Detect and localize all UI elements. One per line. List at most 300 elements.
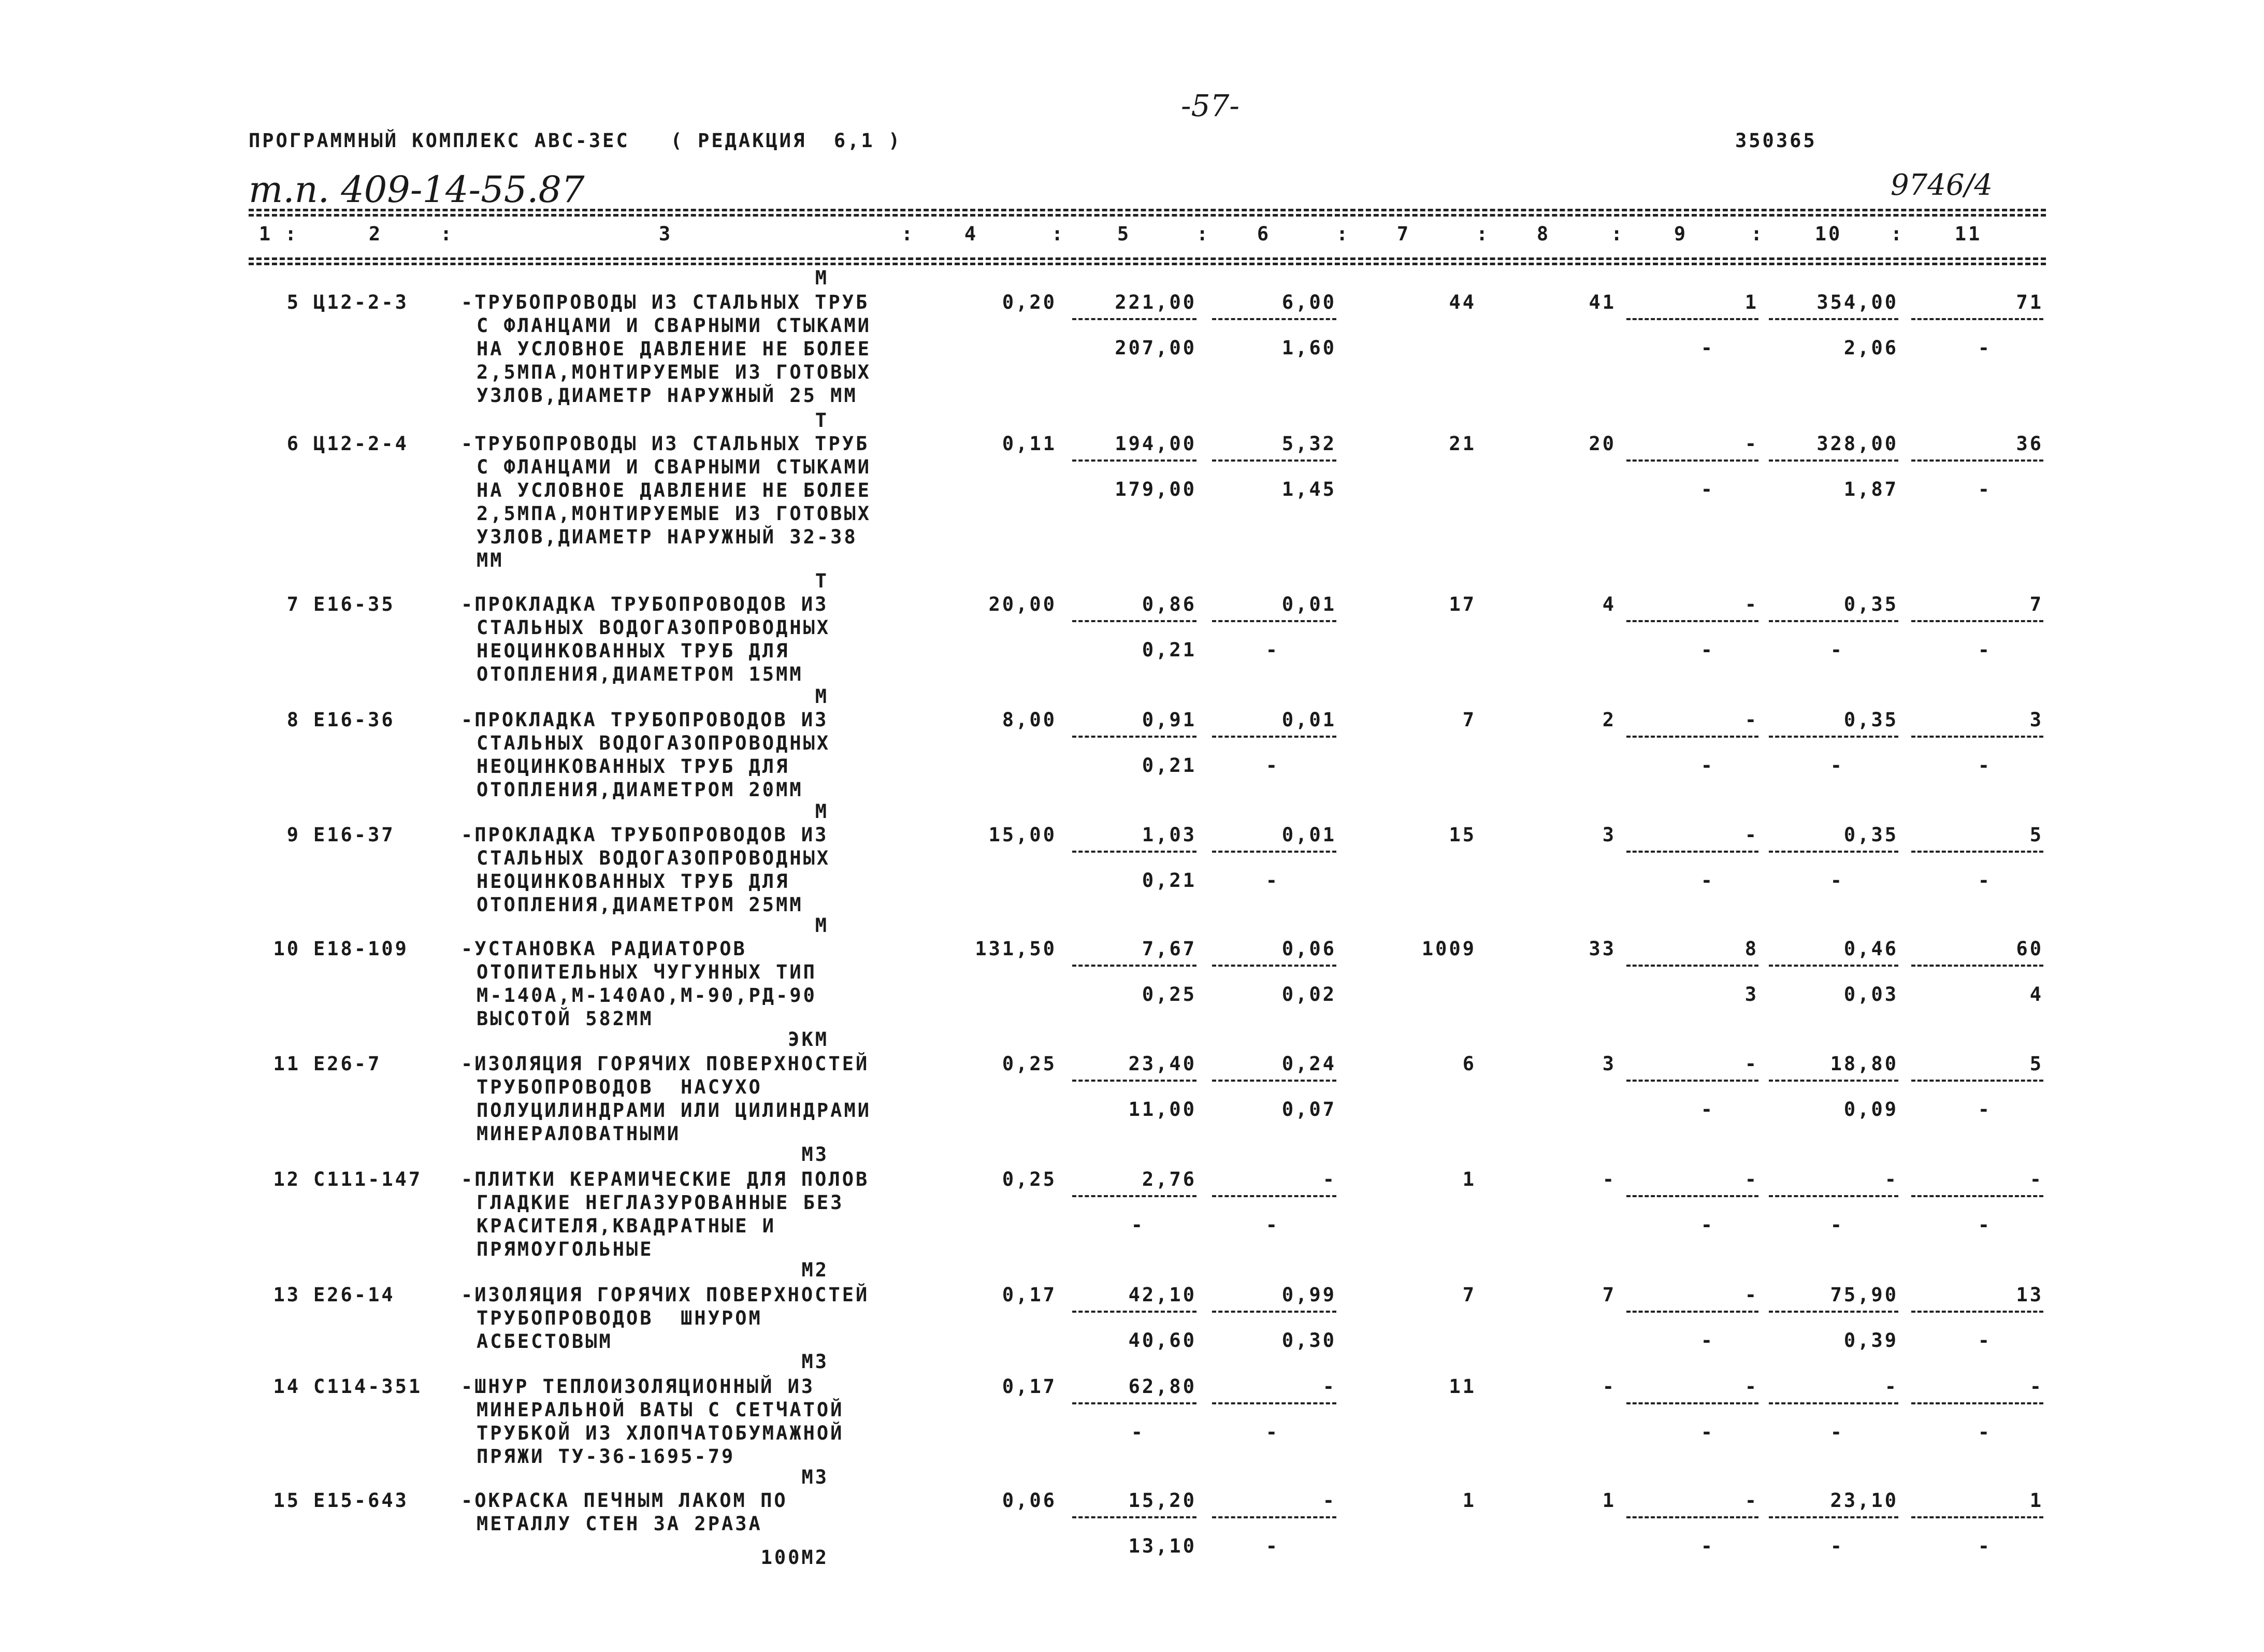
col9-secondary: - <box>1700 639 1714 661</box>
description-line: ПРЯМОУГОЛЬНЫЕ <box>477 1238 654 1260</box>
unit-label: М <box>815 914 829 937</box>
col11-secondary: - <box>1978 478 1992 500</box>
col9-secondary: - <box>1700 1329 1714 1352</box>
pricing-code: Е18-109 <box>313 938 409 960</box>
col7-value: 7 <box>1462 1284 1476 1306</box>
col8-value: 7 <box>1602 1284 1616 1306</box>
dashed-separator <box>1212 1311 1336 1313</box>
description-line: ТРУБОПРОВОДОВ НАСУХО <box>477 1076 762 1098</box>
col6-value: - <box>1322 1489 1336 1512</box>
dashed-separator <box>1072 736 1196 738</box>
description-line: МЕТАЛЛУ СТЕН ЗА 2РАЗА <box>477 1513 762 1535</box>
quantity: 15,00 <box>988 824 1057 846</box>
col5-value: 7,67 <box>1142 938 1196 960</box>
description-line: КРАСИТЕЛЯ,КВАДРАТНЫЕ И <box>477 1215 776 1237</box>
dashed-separator <box>1911 1516 2043 1518</box>
col10-value: 0,35 <box>1843 593 1898 615</box>
col7-value: 1 <box>1462 1168 1476 1190</box>
pricing-code: Е15-643 <box>313 1489 409 1512</box>
row-number: 6 <box>286 433 300 455</box>
col10-value: 0,46 <box>1843 938 1898 960</box>
col5-value: 194,00 <box>1115 433 1196 455</box>
row-number: 14 <box>273 1375 300 1398</box>
doc-code: 350365 <box>1735 130 1817 152</box>
col11-value: 13 <box>2016 1284 2043 1306</box>
dashed-separator <box>1911 1080 2043 1082</box>
col11-value: 7 <box>2029 593 2043 615</box>
col6-secondary: 0,07 <box>1281 1098 1336 1121</box>
col10-secondary: 0,09 <box>1843 1098 1898 1121</box>
col9-value: - <box>1744 1053 1758 1075</box>
col6-value: 0,01 <box>1281 709 1336 731</box>
description-line: ТРУБКОЙ ИЗ ХЛОПЧАТОБУМАЖНОЙ <box>477 1422 844 1444</box>
col5-secondary: 40,60 <box>1128 1329 1196 1352</box>
col10-secondary: - <box>1830 869 1844 892</box>
col6-value: 0,06 <box>1281 938 1336 960</box>
col9-value: - <box>1744 1284 1758 1306</box>
column-number-10: 10 <box>1814 223 1842 245</box>
header-rule-top <box>249 209 2046 211</box>
dashed-separator <box>1212 1080 1336 1082</box>
row-number: 11 <box>273 1053 300 1075</box>
col6-value: - <box>1322 1168 1336 1190</box>
row-number: 10 <box>273 938 300 960</box>
col11-value: 71 <box>2016 291 2043 313</box>
dashed-separator <box>1911 620 2043 622</box>
column-separator: : <box>1336 223 1350 245</box>
column-separator: : <box>1611 223 1625 245</box>
description-line: -ОКРАСКА ПЕЧНЫМ ЛАКОМ ПО <box>461 1489 788 1512</box>
col10-value: 328,00 <box>1816 433 1898 455</box>
col9-secondary: - <box>1700 478 1714 500</box>
column-separator: : <box>1891 223 1905 245</box>
col11-value: - <box>2029 1168 2043 1190</box>
description-line: 2,5МПА,МОНТИРУЕМЫЕ ИЗ ГОТОВЫХ <box>477 502 872 525</box>
dashed-separator <box>1072 459 1196 462</box>
col8-value: 4 <box>1602 593 1616 615</box>
description-line: СТАЛЬНЫХ ВОДОГАЗОПРОВОДНЫХ <box>477 616 831 639</box>
row-number: 9 <box>286 824 300 846</box>
col8-value: - <box>1602 1375 1616 1398</box>
description-line: ОТОПЛЕНИЯ,ДИАМЕТРОМ 20ММ <box>477 779 803 801</box>
dashed-separator <box>1212 459 1336 462</box>
description-line: ОТОПЛЕНИЯ,ДИАМЕТРОМ 15ММ <box>477 663 803 685</box>
col10-value: 354,00 <box>1816 291 1898 313</box>
col11-secondary: - <box>1978 1214 1992 1236</box>
quantity: 0,25 <box>1002 1168 1057 1190</box>
quantity: 131,50 <box>975 938 1057 960</box>
col6-secondary: - <box>1265 1214 1279 1236</box>
col9-value: - <box>1744 433 1758 455</box>
col5-value: 62,80 <box>1128 1375 1196 1398</box>
description-line: -ШНУР ТЕПЛОИЗОЛЯЦИОННЫЙ ИЗ <box>461 1375 815 1398</box>
col6-secondary: - <box>1265 754 1279 777</box>
col9-secondary: - <box>1700 1214 1714 1236</box>
column-number-4: 4 <box>964 223 978 245</box>
project-reference: т.п. 409-14-55.87 <box>249 168 585 211</box>
col9-value: - <box>1744 1168 1758 1190</box>
col10-value: 0,35 <box>1843 709 1898 731</box>
col6-value: - <box>1322 1375 1336 1398</box>
dashed-separator <box>1626 459 1758 462</box>
col11-secondary: - <box>1978 337 1992 359</box>
column-separator: : <box>901 223 915 245</box>
unit-label: М3 <box>801 1143 829 1166</box>
column-number-2: 2 <box>368 223 383 245</box>
unit-label: М <box>815 685 829 708</box>
description-line: ПРЯЖИ ТУ-36-1695-79 <box>477 1445 736 1468</box>
col9-secondary: - <box>1700 1098 1714 1121</box>
col6-secondary: - <box>1265 1421 1279 1443</box>
pricing-code: Е26-7 <box>313 1053 382 1075</box>
col8-value: - <box>1602 1168 1616 1190</box>
dashed-separator <box>1911 1311 2043 1313</box>
description-line: НЕОЦИНКОВАННЫХ ТРУБ ДЛЯ <box>477 755 790 778</box>
description-line: ММ <box>477 549 504 571</box>
column-number-3: 3 <box>658 223 673 245</box>
dashed-separator <box>1072 1402 1196 1404</box>
col10-value: 0,35 <box>1843 824 1898 846</box>
col6-secondary: - <box>1265 639 1279 661</box>
col9-value: - <box>1744 1489 1758 1512</box>
dashed-separator <box>1212 1402 1336 1404</box>
dashed-separator <box>1212 736 1336 738</box>
description-line: СТАЛЬНЫХ ВОДОГАЗОПРОВОДНЫХ <box>477 847 831 869</box>
col6-value: 0,24 <box>1281 1053 1336 1075</box>
description-line: ПОЛУЦИЛИНДРАМИ ИЛИ ЦИЛИНДРАМИ <box>477 1099 872 1122</box>
dashed-separator <box>1911 965 2043 967</box>
description-line: С ФЛАНЦАМИ И СВАРНЫМИ СТЫКАМИ <box>477 314 872 337</box>
dashed-separator <box>1212 1195 1336 1197</box>
col5-value: 221,00 <box>1115 291 1196 313</box>
col11-value: 36 <box>2016 433 2043 455</box>
pricing-code: Ц12-2-4 <box>313 433 409 455</box>
description-line: ГЛАДКИЕ НЕГЛАЗУРОВАННЫЕ БЕЗ <box>477 1191 844 1214</box>
col5-secondary: - <box>1131 1214 1145 1236</box>
col9-secondary: - <box>1700 337 1714 359</box>
pricing-code: Е16-35 <box>313 593 395 615</box>
col7-value: 17 <box>1449 593 1476 615</box>
column-number-1: 1 <box>258 223 273 245</box>
quantity: 0,17 <box>1002 1284 1057 1306</box>
unit-label: ЭКМ <box>788 1028 829 1051</box>
unit-label: М <box>815 267 829 289</box>
col11-secondary: - <box>1978 639 1992 661</box>
dashed-separator <box>1769 1402 1898 1404</box>
col7-value: 15 <box>1449 824 1476 846</box>
quantity: 0,20 <box>1002 291 1057 313</box>
unit-label: М <box>815 800 829 823</box>
col11-secondary: - <box>1978 1535 1992 1557</box>
col5-value: 0,91 <box>1142 709 1196 731</box>
dashed-separator <box>1769 965 1898 967</box>
col7-value: 21 <box>1449 433 1476 455</box>
col5-secondary: 11,00 <box>1128 1098 1196 1121</box>
col10-secondary: 0,03 <box>1843 983 1898 1005</box>
pricing-code: Е16-36 <box>313 709 395 731</box>
col11-value: 5 <box>2029 1053 2043 1075</box>
dashed-separator <box>1769 1195 1898 1197</box>
dashed-separator <box>1911 1195 2043 1197</box>
col10-value: 23,10 <box>1830 1489 1898 1512</box>
description-line: НЕОЦИНКОВАННЫХ ТРУБ ДЛЯ <box>477 870 790 893</box>
col5-secondary: - <box>1131 1421 1145 1443</box>
col6-value: 0,01 <box>1281 824 1336 846</box>
col5-secondary: 0,25 <box>1142 983 1196 1005</box>
description-line: МИНЕРАЛЬНОЙ ВАТЫ С СЕТЧАТОЙ <box>477 1399 844 1421</box>
description-line: -ИЗОЛЯЦИЯ ГОРЯЧИХ ПОВЕРХНОСТЕЙ <box>461 1053 870 1075</box>
col10-secondary: - <box>1830 639 1844 661</box>
description-line: -ПРОКЛАДКА ТРУБОПРОВОДОВ ИЗ <box>461 593 829 615</box>
dashed-separator <box>1769 459 1898 462</box>
col5-secondary: 179,00 <box>1115 478 1196 500</box>
description-line: ОТОПИТЕЛЬНЫХ ЧУГУННЫХ ТИП <box>477 961 817 983</box>
dashed-separator <box>1769 1080 1898 1082</box>
dashed-separator <box>1769 1311 1898 1313</box>
col5-secondary: 0,21 <box>1142 754 1196 777</box>
dashed-separator <box>1072 620 1196 622</box>
quantity: 0,17 <box>1002 1375 1057 1398</box>
column-separator: : <box>285 223 299 245</box>
description-line: 2,5МПА,МОНТИРУЕМЫЕ ИЗ ГОТОВЫХ <box>477 361 872 383</box>
row-number: 5 <box>286 291 300 313</box>
column-number-7: 7 <box>1396 223 1411 245</box>
description-line: -ПРОКЛАДКА ТРУБОПРОВОДОВ ИЗ <box>461 824 829 846</box>
col8-value: 3 <box>1602 824 1616 846</box>
description-line: -ИЗОЛЯЦИЯ ГОРЯЧИХ ПОВЕРХНОСТЕЙ <box>461 1284 870 1306</box>
description-line: ВЫСОТОЙ 582ММ <box>477 1008 654 1030</box>
col6-value: 5,32 <box>1281 433 1336 455</box>
dashed-separator <box>1769 620 1898 622</box>
col9-secondary: - <box>1700 869 1714 892</box>
column-separator: : <box>1751 223 1765 245</box>
description-line: НА УСЛОВНОЕ ДАВЛЕНИЕ НЕ БОЛЕЕ <box>477 479 872 501</box>
col9-secondary: 3 <box>1744 983 1758 1005</box>
col11-value: - <box>2029 1375 2043 1398</box>
col6-secondary: 0,02 <box>1281 983 1336 1005</box>
col11-value: 1 <box>2029 1489 2043 1512</box>
col6-secondary: 0,30 <box>1281 1329 1336 1352</box>
col6-secondary: - <box>1265 1535 1279 1557</box>
quantity: 20,00 <box>988 593 1057 615</box>
description-line: АСБЕСТОВЫМ <box>477 1330 613 1353</box>
col9-value: - <box>1744 824 1758 846</box>
col6-secondary: 1,60 <box>1281 337 1336 359</box>
dashed-separator <box>1626 1080 1758 1082</box>
unit-label: М3 <box>801 1351 829 1373</box>
unit-label-final: 100М2 <box>760 1546 829 1569</box>
col7-value: 7 <box>1462 709 1476 731</box>
page-number: -57- <box>1181 88 1239 123</box>
col11-value: 60 <box>2016 938 2043 960</box>
dashed-separator <box>1911 318 2043 320</box>
column-separator: : <box>1476 223 1490 245</box>
dashed-separator <box>1911 736 2043 738</box>
header-rule-bottom-second <box>249 263 2046 265</box>
column-separator: : <box>1051 223 1065 245</box>
column-separator: : <box>1196 223 1210 245</box>
dashed-separator <box>1626 965 1758 967</box>
dashed-separator <box>1769 736 1898 738</box>
dashed-separator <box>1626 318 1758 320</box>
col5-secondary: 207,00 <box>1115 337 1196 359</box>
quantity: 0,25 <box>1002 1053 1057 1075</box>
dashed-separator <box>1212 318 1336 320</box>
col8-value: 3 <box>1602 1053 1616 1075</box>
col9-value: - <box>1744 593 1758 615</box>
col11-secondary: - <box>1978 1421 1992 1443</box>
dashed-separator <box>1212 965 1336 967</box>
dashed-separator <box>1911 459 2043 462</box>
col9-secondary: - <box>1700 754 1714 777</box>
dashed-separator <box>1626 1195 1758 1197</box>
col10-secondary: 1,87 <box>1843 478 1898 500</box>
col7-value: 1 <box>1462 1489 1476 1512</box>
column-number-6: 6 <box>1257 223 1271 245</box>
description-line: УЗЛОВ,ДИАМЕТР НАРУЖНЫЙ 25 ММ <box>477 384 858 407</box>
col9-secondary: - <box>1700 1421 1714 1443</box>
pricing-code: Е16-37 <box>313 824 395 846</box>
description-line: ОТОПЛЕНИЯ,ДИАМЕТРОМ 25ММ <box>477 894 803 916</box>
dashed-separator <box>1212 851 1336 853</box>
col11-secondary: - <box>1978 1329 1992 1352</box>
dashed-separator <box>1212 620 1336 622</box>
col10-secondary: 2,06 <box>1843 337 1898 359</box>
description-line: -ТРУБОПРОВОДЫ ИЗ СТАЛЬНЫХ ТРУБ <box>461 291 870 313</box>
description-line: С ФЛАНЦАМИ И СВАРНЫМИ СТЫКАМИ <box>477 456 872 478</box>
col8-value: 33 <box>1589 938 1616 960</box>
quantity: 8,00 <box>1002 709 1057 731</box>
row-number: 12 <box>273 1168 300 1190</box>
quantity: 0,06 <box>1002 1489 1057 1512</box>
col5-value: 2,76 <box>1142 1168 1196 1190</box>
col5-value: 42,10 <box>1128 1284 1196 1306</box>
description-line: НЕОЦИНКОВАННЫХ ТРУБ ДЛЯ <box>477 640 790 662</box>
col5-value: 1,03 <box>1142 824 1196 846</box>
col10-value: 18,80 <box>1830 1053 1898 1075</box>
col10-secondary: 0,39 <box>1843 1329 1898 1352</box>
col5-secondary: 0,21 <box>1142 869 1196 892</box>
col9-value: - <box>1744 1375 1758 1398</box>
col10-secondary: - <box>1830 1535 1844 1557</box>
col5-value: 0,86 <box>1142 593 1196 615</box>
row-number: 15 <box>273 1489 300 1512</box>
col5-value: 15,20 <box>1128 1489 1196 1512</box>
pricing-code: С111-147 <box>313 1168 423 1190</box>
dashed-separator <box>1911 1402 2043 1404</box>
description-line: М-140А,М-140АО,М-90,РД-90 <box>477 984 817 1007</box>
col6-value: 0,99 <box>1281 1284 1336 1306</box>
description-line: -УСТАНОВКА РАДИАТОРОВ <box>461 938 747 960</box>
dashed-separator <box>1626 1402 1758 1404</box>
column-number-8: 8 <box>1536 223 1551 245</box>
col6-secondary: - <box>1265 869 1279 892</box>
unit-label: Т <box>815 570 829 592</box>
dashed-separator <box>1072 1080 1196 1082</box>
col7-value: 1009 <box>1421 938 1476 960</box>
pricing-code: С114-351 <box>313 1375 423 1398</box>
unit-label: М3 <box>801 1466 829 1488</box>
quantity: 0,11 <box>1002 433 1057 455</box>
description-line: -ПРОКЛАДКА ТРУБОПРОВОДОВ ИЗ <box>461 709 829 731</box>
dashed-separator <box>1212 1516 1336 1518</box>
col5-value: 23,40 <box>1128 1053 1196 1075</box>
dashed-separator <box>1911 851 2043 853</box>
dashed-separator <box>1072 1516 1196 1518</box>
unit-label: Т <box>815 409 829 432</box>
col10-value: - <box>1884 1168 1898 1190</box>
col10-value: - <box>1884 1375 1898 1398</box>
description-line: -ПЛИТКИ КЕРАМИЧЕСКИЕ ДЛЯ ПОЛОВ <box>461 1168 870 1190</box>
col6-value: 0,01 <box>1281 593 1336 615</box>
col7-value: 6 <box>1462 1053 1476 1075</box>
col8-value: 41 <box>1589 291 1616 313</box>
col11-secondary: 4 <box>2029 983 2043 1005</box>
col8-value: 20 <box>1589 433 1616 455</box>
description-line: ТРУБОПРОВОДОВ ШНУРОМ <box>477 1307 762 1329</box>
row-number: 8 <box>286 709 300 731</box>
col10-secondary: - <box>1830 1214 1844 1236</box>
col9-secondary: - <box>1700 1535 1714 1557</box>
dashed-separator <box>1626 620 1758 622</box>
col11-secondary: - <box>1978 1098 1992 1121</box>
col5-secondary: 13,10 <box>1128 1535 1196 1557</box>
pricing-code: Е26-14 <box>313 1284 395 1306</box>
description-line: МИНЕРАЛОВАТНЫМИ <box>477 1123 681 1145</box>
column-number-11: 11 <box>1954 223 1982 245</box>
dashed-separator <box>1072 965 1196 967</box>
col11-secondary: - <box>1978 754 1992 777</box>
col9-value: 1 <box>1744 291 1758 313</box>
description-line: СТАЛЬНЫХ ВОДОГАЗОПРОВОДНЫХ <box>477 732 831 754</box>
column-number-9: 9 <box>1674 223 1688 245</box>
dashed-separator <box>1769 1516 1898 1518</box>
col5-secondary: 0,21 <box>1142 639 1196 661</box>
col8-value: 2 <box>1602 709 1616 731</box>
col7-value: 11 <box>1449 1375 1476 1398</box>
col7-value: 44 <box>1449 291 1476 313</box>
dashed-separator <box>1626 1516 1758 1518</box>
col6-secondary: 1,45 <box>1281 478 1336 500</box>
dashed-separator <box>1072 1311 1196 1313</box>
header-rule-bottom <box>249 257 2046 260</box>
col10-secondary: - <box>1830 754 1844 777</box>
description-line: НА УСЛОВНОЕ ДАВЛЕНИЕ НЕ БОЛЕЕ <box>477 338 872 360</box>
dashed-separator <box>1626 851 1758 853</box>
dashed-separator <box>1769 851 1898 853</box>
pricing-code: Ц12-2-3 <box>313 291 409 313</box>
description-line: -ТРУБОПРОВОДЫ ИЗ СТАЛЬНЫХ ТРУБ <box>461 433 870 455</box>
col10-value: 75,90 <box>1830 1284 1898 1306</box>
col11-value: 3 <box>2029 709 2043 731</box>
dashed-separator <box>1072 318 1196 320</box>
row-number: 13 <box>273 1284 300 1306</box>
col9-value: 8 <box>1744 938 1758 960</box>
dashed-separator <box>1072 1195 1196 1197</box>
dashed-separator <box>1072 851 1196 853</box>
col8-value: 1 <box>1602 1489 1616 1512</box>
dashed-separator <box>1626 736 1758 738</box>
column-separator: : <box>440 223 454 245</box>
sheet-reference: 9746/4 <box>1891 168 1993 202</box>
col11-value: 5 <box>2029 824 2043 846</box>
dashed-separator <box>1769 318 1898 320</box>
col9-value: - <box>1744 709 1758 731</box>
col10-secondary: - <box>1830 1421 1844 1443</box>
header-rule-second <box>249 214 2046 217</box>
unit-label: М2 <box>801 1259 829 1281</box>
col6-value: 6,00 <box>1281 291 1336 313</box>
